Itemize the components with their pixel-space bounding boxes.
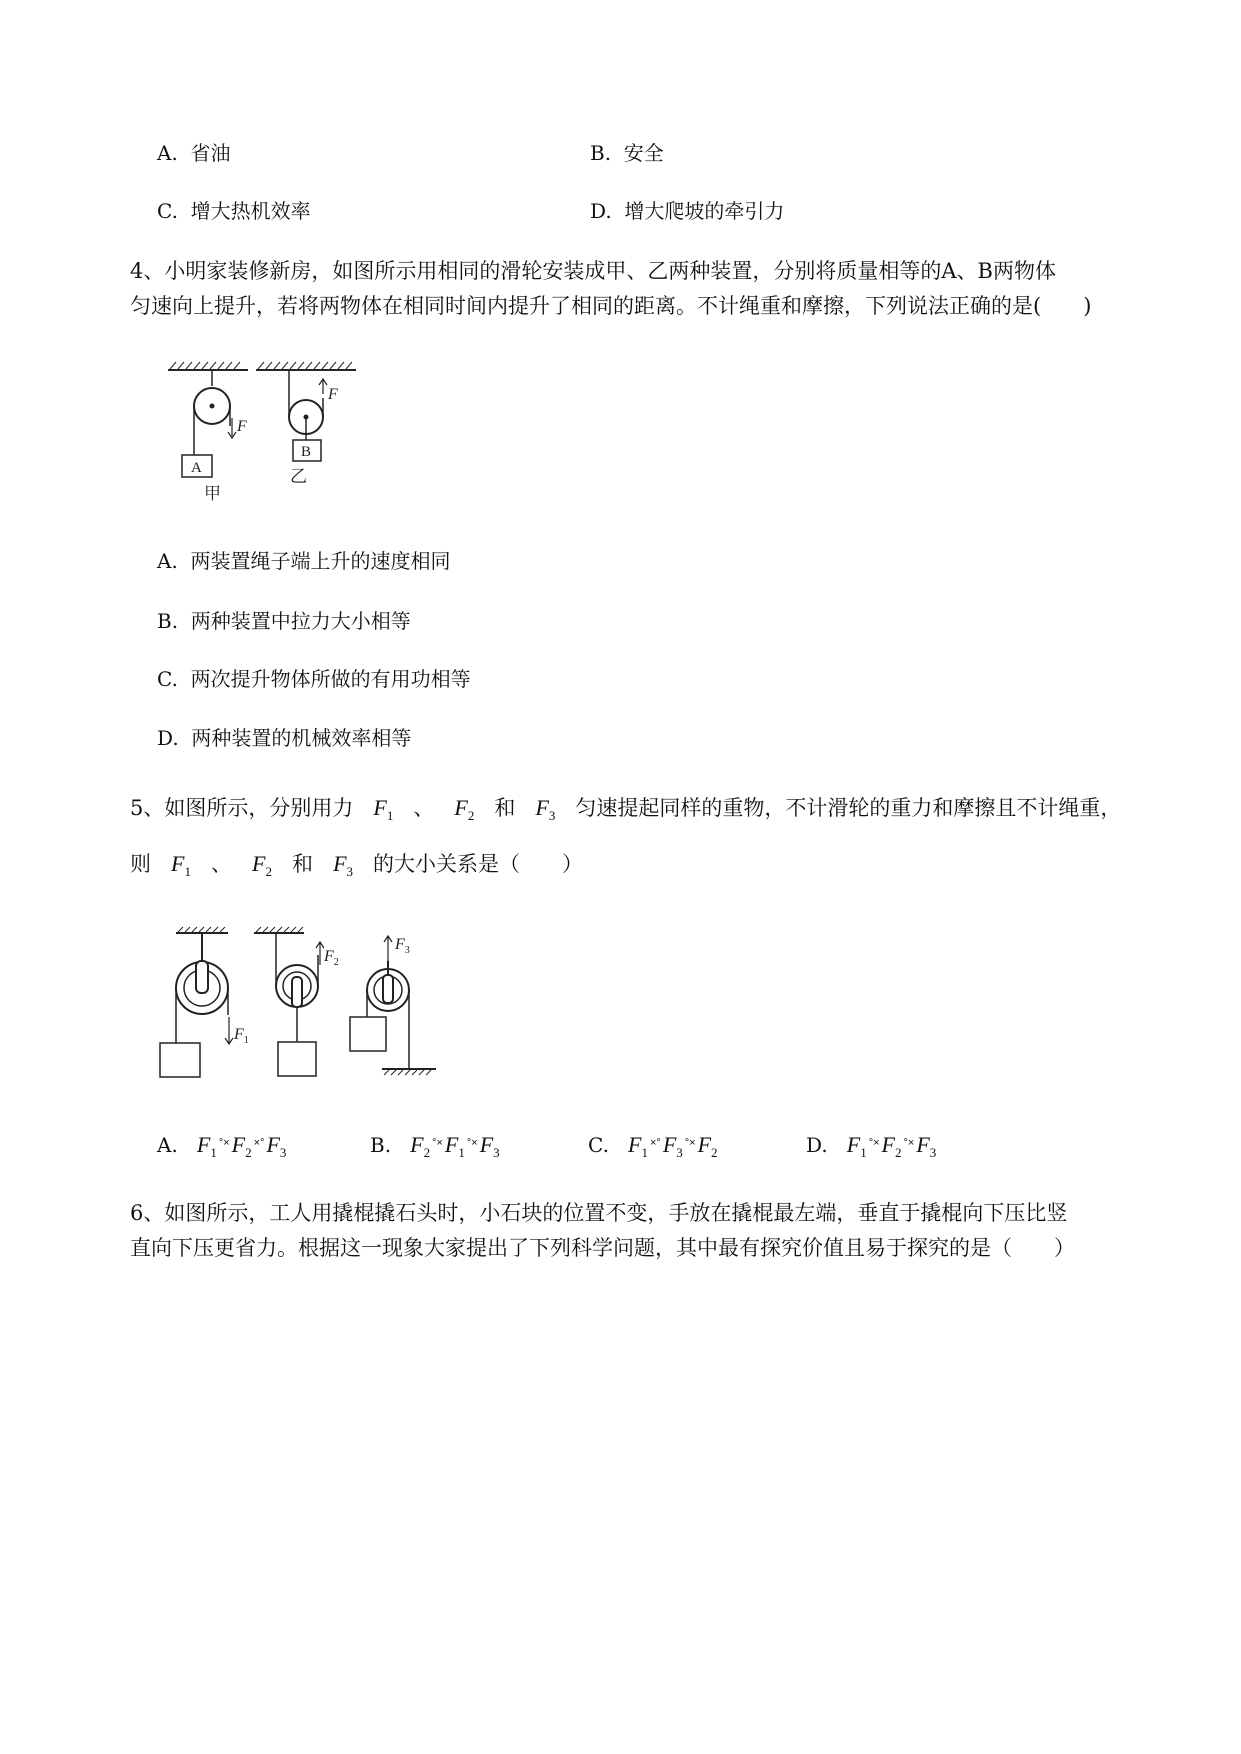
q4-option-c: C. 两次提升物体所做的有用功相等	[157, 667, 471, 691]
q4-pulley-figure	[160, 358, 360, 508]
q4-force-label-yi: F	[328, 386, 338, 403]
q4-block-b-label: B	[301, 444, 312, 460]
q4-option-a: A. 两装置绳子端上升的速度相同	[157, 549, 451, 573]
q4-option-b: B. 两种装置中拉力大小相等	[157, 609, 411, 633]
q4-stem-line2: 匀速向上提升，若将两物体在相同时间内提升了相同的距离。不计绳重和摩擦，下列说法正确的是( )	[130, 294, 1092, 318]
q6-stem-line1: 6、如图所示，工人用撬棍撬石头时，小石块的位置不变，手放在撬棍最左端，垂直于撬棍向下压比竖	[130, 1201, 1068, 1225]
q4-caption-yi: 乙	[290, 467, 307, 486]
q4-caption-jia: 甲	[204, 484, 221, 503]
q4-option-d: D. 两种装置的机械效率相等	[157, 726, 412, 750]
q5-stem-line2: 则 $F_1$ 、 $F_2$ 和 $F_3$ 的大小关系是（ ）	[130, 851, 584, 879]
q4-force-label-jia: F	[237, 418, 247, 435]
q5-option-d: D. $F_1^{^\circ\times}F_2^{^\circ\times}F_3$	[806, 1132, 937, 1160]
q3-option-c: C. 增大热机效率	[157, 199, 311, 223]
q4-block-a-label: A	[191, 460, 202, 476]
q3-option-a: A. 省油	[157, 141, 231, 165]
q5-fig-f2-label: $F_2$	[324, 948, 339, 968]
q4-stem-line1: 4、小明家装修新房，如图所示用相同的滑轮安装成甲、乙两种装置，分别将质量相等的A、B两物体	[130, 259, 1056, 283]
q5-option-a: A. $F_1^{^\circ\times}F_2^{\times^\circ}F_3$	[157, 1132, 287, 1160]
q6-stem-line2: 直向下压更省力。根据这一现象大家提出了下列科学问题，其中最有探究价值且易于探究的是（ ）	[130, 1236, 1075, 1260]
q5-stem-line1: 5、如图所示，分别用力 $F_1$ 、 $F_2$ 和 $F_3$ 匀速提起同样的重物，不计滑轮的重力和摩擦且不计绳重，	[130, 795, 1122, 823]
q5-fig-f3-label: $F_3$	[395, 936, 410, 956]
q5-fig-f1-label: $F_1$	[234, 1026, 249, 1046]
q5-option-c: C. $F_1^{\times^\circ}F_3^{^\circ\times}F_2$	[588, 1132, 718, 1160]
q3-option-d: D. 增大爬坡的牵引力	[590, 199, 785, 223]
q5-pulley-figure	[150, 925, 440, 1085]
q5-option-b: B. $F_2^{^\circ\times}F_1^{^\circ\times}F_3$	[370, 1132, 500, 1160]
q3-option-b: B. 安全	[590, 141, 664, 165]
